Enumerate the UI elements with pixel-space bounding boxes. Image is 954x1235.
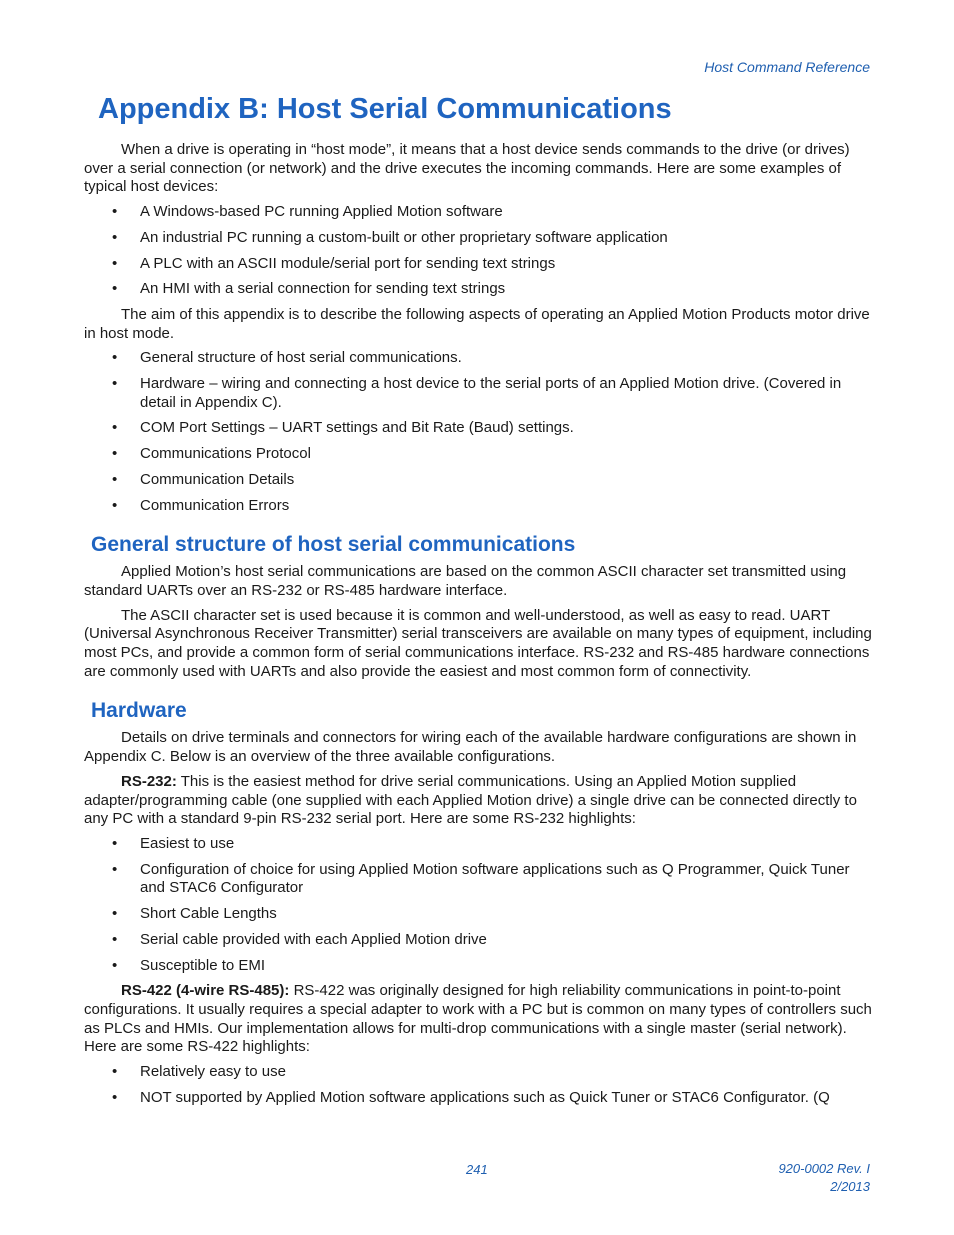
list-item: • Easiest to use [112, 834, 235, 852]
list-item: • Communication Errors [112, 496, 290, 514]
rs422-highlights-list [84, 1063, 874, 1107]
document-date: 2/2013 [830, 1179, 870, 1194]
intro-paragraph-1: When a drive is operating in “host mode”, it means that a host device sends commands to the drive (or drives) over a serial connection (or network) and the drive executes the incoming commands. Here are some examples of typical host devices: [84, 141, 850, 196]
list-item: • Susceptible to EMI [112, 956, 266, 974]
list-item: • COM Port Settings – UART settings and Bit Rate (Baud) settings. [112, 419, 574, 437]
aspects-list [84, 349, 874, 515]
list-item: • An HMI with a serial connection for sending text strings [112, 280, 506, 298]
list-item: • A Windows-based PC running Applied Motion software [112, 203, 503, 221]
running-header: Host Command Reference [704, 59, 870, 75]
page-number: 241 [466, 1162, 488, 1177]
host-device-list [84, 203, 874, 299]
hardware-paragraph-1: Details on drive terminals and connectors for wiring each of the available hardware configurations are shown in Appendix C. Below is an overview of the three available configurations. [84, 729, 857, 766]
list-item: • General structure of host serial communications. [112, 349, 462, 367]
rs232-paragraph: RS-232: This is the easiest method for drive serial communications. Using an Applied Motion supplied adapter/programming cable (one supplied with each Applied Motion drive) a single drive can be connected directly to any PC with a standard 9-pin RS-232 serial port. Here are some RS-232 highlights: [84, 772, 857, 828]
list-item: • Communications Protocol [112, 445, 311, 463]
section-heading-general: General structure of host serial communications [91, 533, 576, 557]
intro-paragraph-2: The aim of this appendix is to describe the following aspects of operating an Applied Motion Products motor drive in host mode. [84, 305, 870, 342]
rs422-label: RS-422 (4-wire RS-485): [121, 982, 290, 1000]
rs232-label: RS-232: [121, 772, 177, 790]
document-number: 920-0002 Rev. I [778, 1161, 870, 1176]
list-item: • Relatively easy to use [112, 1063, 286, 1081]
section-heading-hardware: Hardware [91, 699, 187, 723]
page-title: Appendix B: Host Serial Communications [98, 93, 672, 125]
list-item: • A PLC with an ASCII module/serial port for sending text strings [112, 254, 556, 272]
general-paragraph-1: Applied Motion’s host serial communications are based on the common ASCII character set transmitted using standard UARTs over an RS-232 or RS-485 hardware interface. [84, 563, 847, 599]
page-content [84, 90, 874, 1114]
general-paragraph-2: The ASCII character set is used because it is common and well-understood, as well as easy to read. UART (Universal Asynchronous Receiver Transmitter) serial transceivers are available on many types of equipment, including most PCs, and provide a common form of serial communications interface. RS-232 and RS-485 hardware connections are commonly used with UARTs and also provide the easiest and most common form of connectivity. [84, 606, 872, 680]
document-revision [778, 1160, 870, 1196]
list-item: • Communication Details [112, 470, 295, 488]
list-item: • NOT supported by Applied Motion software applications such as Quick Tuner or STAC6 Configurator. (Q [112, 1088, 830, 1106]
list-item: • Configuration of choice for using Applied Motion software applications such as Q Programmer, Quick Tuner and STAC6 Configurator [112, 860, 850, 897]
list-item: • Serial cable provided with each Applied Motion drive [112, 930, 487, 948]
list-item: • Hardware – wiring and connecting a host device to the serial ports of an Applied Motion drive. (Covered in detail in Appendix C). [112, 375, 842, 411]
rs422-paragraph: RS-422 (4-wire RS-485): RS-422 was originally designed for high reliability communications in point-to-point configurations. It usually requires a special adapter to work with a PC but is common on many types of controllers such as PLCs and HMIs. Our implementation allows for multi-drop communications with a single master (serial network). Here are some RS-422 highlights: [84, 982, 872, 1056]
rs232-highlights-list [84, 835, 874, 975]
list-item: • Short Cable Lengths [112, 905, 277, 923]
list-item: • An industrial PC running a custom-built or other proprietary software application [112, 228, 668, 246]
